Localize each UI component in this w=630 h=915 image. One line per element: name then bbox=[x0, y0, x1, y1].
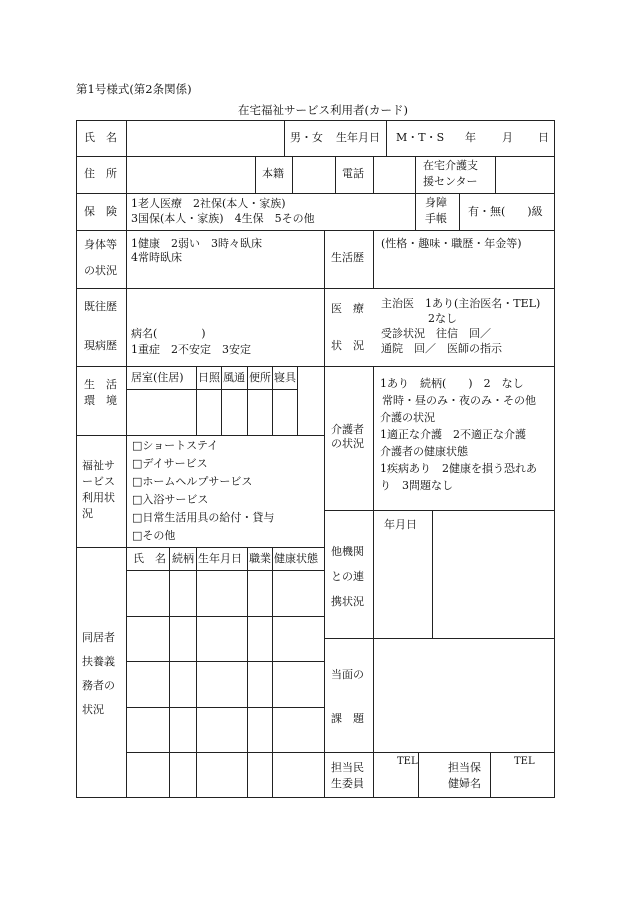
col-relation: 続柄 bbox=[172, 552, 194, 565]
medical-line-1: 主治医 1あり(主治医名・TEL) bbox=[381, 297, 541, 310]
col-health: 健康状態 bbox=[274, 552, 318, 565]
disability-label-1: 身障 bbox=[425, 196, 447, 209]
disease-name: 病名( ) bbox=[131, 327, 206, 340]
col-occupation: 職業 bbox=[249, 552, 271, 565]
body-label-1: 身体等 bbox=[84, 238, 117, 251]
day-label: 日 bbox=[538, 131, 549, 144]
phone-label: 電話 bbox=[342, 167, 364, 180]
welfare-item-short-stay: □ショートステイ bbox=[132, 439, 219, 452]
cohabitant-label-3: 務者の bbox=[82, 679, 115, 692]
toilet-label: 便所 bbox=[249, 371, 271, 384]
gender-options: 男・女 bbox=[290, 131, 323, 144]
cohabitant-label-1: 同居者 bbox=[82, 631, 115, 644]
honseki-label: 本籍 bbox=[262, 167, 284, 180]
medical-label-2: 状 況 bbox=[331, 339, 364, 352]
life-history-hint: (性格・趣味・職歴・年金等) bbox=[381, 237, 522, 250]
medical-label-1: 医 療 bbox=[331, 302, 364, 315]
health-nurse-tel-label: TEL bbox=[514, 756, 535, 767]
caregiver-label-1: 介護者 bbox=[331, 423, 364, 436]
form-number: 第1号様式(第2条関係) bbox=[76, 82, 192, 96]
address-label: 住 所 bbox=[84, 167, 117, 180]
col-name: 氏 名 bbox=[133, 552, 166, 565]
health-nurse-label-1: 担当保 bbox=[448, 761, 481, 774]
body-options-1: 1健康 2弱い 3時々臥床 bbox=[131, 237, 262, 250]
body-label-2: の状況 bbox=[84, 264, 117, 277]
care-center-label-2: 援センター bbox=[423, 175, 478, 188]
coordination-label-1: 他機関 bbox=[331, 545, 364, 558]
caregiver-line-6: 1疾病あり 2健康を損う恐れあ bbox=[380, 462, 537, 475]
current-history-label: 現病歴 bbox=[84, 339, 117, 352]
disability-options: 有・無( )級 bbox=[468, 205, 543, 218]
welfare-item-home-help: □ホームヘルプサービス bbox=[132, 475, 253, 488]
health-nurse-label-2: 健婦名 bbox=[448, 777, 481, 790]
welfare-label-4: 況 bbox=[82, 507, 93, 520]
care-center-label-1: 在宅介護支 bbox=[423, 159, 478, 172]
col-birthdate: 生年月日 bbox=[198, 552, 242, 565]
era-options: M・T・S bbox=[396, 131, 445, 144]
bedding-label: 寝具 bbox=[274, 371, 296, 384]
welfare-label-3: 利用状 bbox=[82, 491, 115, 504]
welfare-officer-label-2: 生委員 bbox=[331, 777, 364, 790]
medical-line-4: 通院 回／ 医師の指示 bbox=[381, 342, 502, 355]
caregiver-line-1: 1あり 続柄( ) 2 なし bbox=[380, 377, 524, 390]
issues-label-1: 当面の bbox=[331, 668, 364, 681]
coordination-date-label: 年月日 bbox=[384, 518, 417, 531]
birthdate-label: 生年月日 bbox=[336, 131, 380, 144]
coordination-label-3: 携状況 bbox=[331, 595, 364, 608]
caregiver-line-7: り 3問題なし bbox=[380, 479, 453, 492]
caregiver-label-2: の状況 bbox=[331, 437, 364, 450]
caregiver-line-5: 介護者の健康状態 bbox=[380, 445, 468, 458]
coordination-label-2: との連 bbox=[331, 570, 364, 583]
insurance-options-1: 1老人医療 2社保(本人・家族) bbox=[131, 197, 286, 210]
medical-line-2: 2なし bbox=[428, 312, 457, 325]
sunlight-label: 日照 bbox=[198, 371, 220, 384]
ventilation-label: 風通 bbox=[223, 371, 245, 384]
caregiver-line-2: 常時・昼のみ・夜のみ・その他 bbox=[382, 394, 536, 407]
welfare-item-bath: □入浴サービス bbox=[132, 493, 209, 506]
welfare-item-other: □その他 bbox=[132, 529, 176, 542]
life-history-label: 生活歴 bbox=[331, 251, 364, 264]
cohabitant-label-2: 扶養義 bbox=[82, 655, 115, 668]
welfare-item-equipment: □日常生活用具の給付・貸与 bbox=[132, 511, 275, 524]
caregiver-line-4: 1適正な介護 2不適正な介護 bbox=[380, 428, 526, 441]
disability-label-2: 手帳 bbox=[425, 212, 447, 225]
caregiver-line-3: 介護の状況 bbox=[380, 411, 435, 424]
insurance-options-2: 3国保(本人・家族) 4生保 5その他 bbox=[131, 212, 315, 225]
insurance-label: 保 険 bbox=[84, 205, 117, 218]
welfare-label-1: 福祉サ bbox=[82, 459, 115, 472]
welfare-item-day-service: □デイサービス bbox=[132, 457, 208, 470]
cohabitant-label-4: 状況 bbox=[82, 703, 104, 716]
environment-label-1: 生 活 bbox=[84, 378, 117, 391]
room-label: 居室(住居) bbox=[131, 371, 184, 384]
year-label: 年 bbox=[465, 131, 476, 144]
welfare-officer-tel-label: TEL bbox=[397, 756, 418, 767]
month-label: 月 bbox=[502, 131, 513, 144]
welfare-officer-label-1: 担当民 bbox=[331, 761, 364, 774]
past-history-label: 既往歴 bbox=[84, 300, 117, 313]
medical-line-3: 受診状況 往信 回／ bbox=[381, 327, 491, 340]
welfare-label-2: ービス bbox=[82, 475, 115, 488]
severity-options: 1重症 2不安定 3安定 bbox=[131, 343, 251, 356]
form-title: 在宅福祉サービス利用者(カード) bbox=[238, 103, 408, 117]
name-label: 氏 名 bbox=[84, 131, 117, 144]
body-options-2: 4常時臥床 bbox=[131, 251, 182, 264]
issues-label-2: 課 題 bbox=[331, 712, 364, 725]
environment-label-2: 環 境 bbox=[84, 394, 117, 407]
